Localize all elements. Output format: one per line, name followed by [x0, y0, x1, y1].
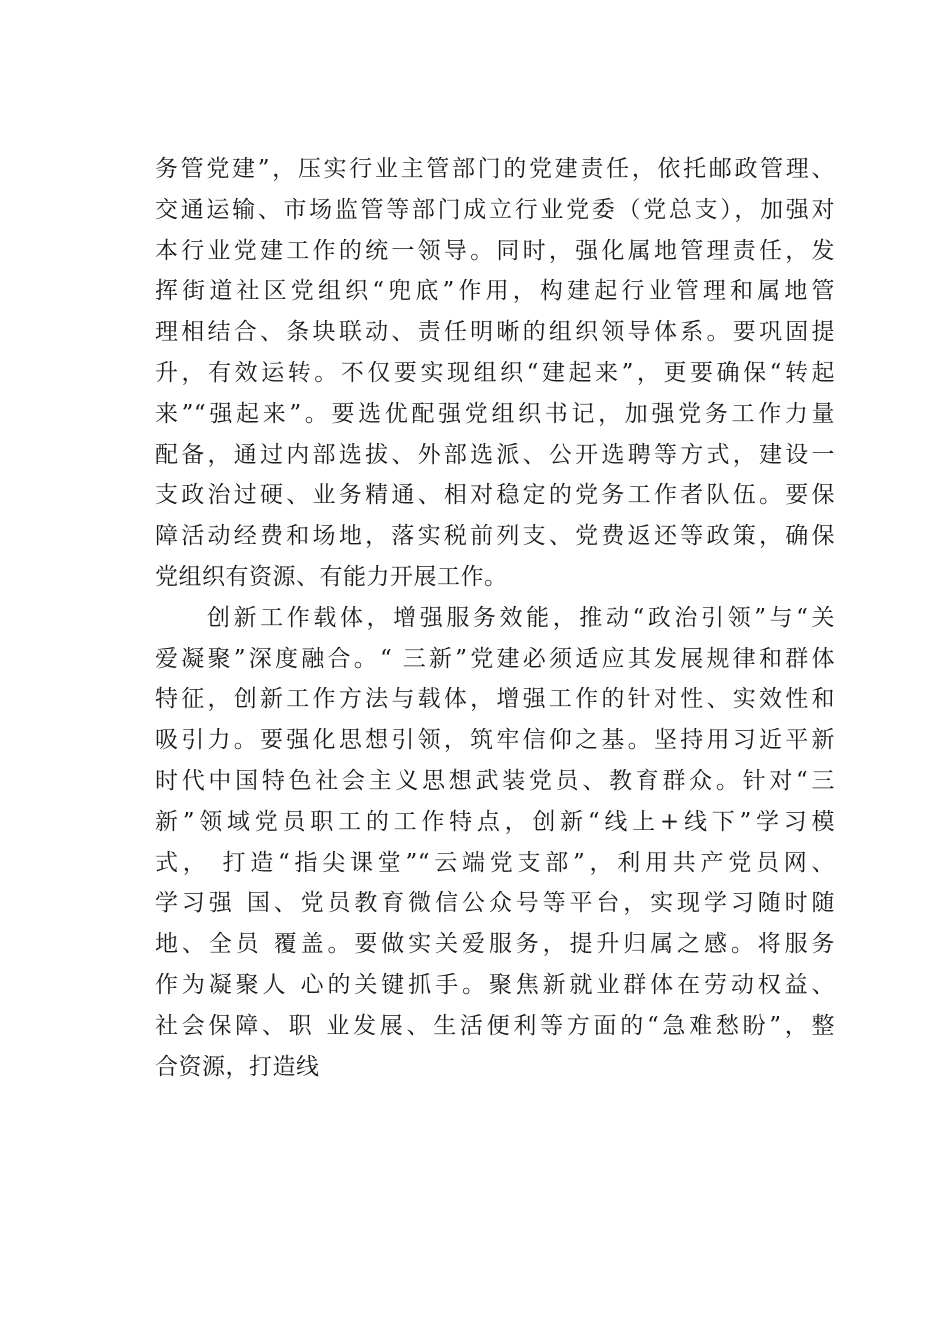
- text-line: 作为凝聚人 心的关键抓手。聚焦新就业群体在劳动权益、: [155, 971, 835, 998]
- text-line: 党组织有资源、有能力开展工作。: [155, 563, 508, 590]
- text-line: 特征，创新工作方法与载体，增强工作的针对性、实效性和: [155, 686, 835, 713]
- text-line: 理相结合、条块联动、责任明晰的组织领导体系。要巩固提: [155, 319, 835, 346]
- text-line: 新”领域党员职工的工作特点，创新“线上+线下”学习模: [155, 808, 835, 835]
- text-line: 本行业党建工作的统一领导。同时，强化属地管理责任，发: [155, 237, 835, 264]
- text-line: 式， 打造“指尖课堂”“云端党支部”，利用共产党员网、: [155, 849, 835, 876]
- paragraph-2: [155, 598, 835, 1088]
- text-line: 支政治过硬、业务精通、相对稳定的党务工作者队伍。要保: [155, 482, 835, 509]
- text-line: 障活动经费和场地，落实税前列支、党费返还等政策，确保: [155, 523, 835, 550]
- text-line: 升，有效运转。不仅要实现组织“建起来”，更要确保“转起: [155, 359, 835, 386]
- text-line: 创新工作载体，增强服务效能，推动“政治引领”与“关: [207, 604, 835, 631]
- text-line: 务管党建”，压实行业主管部门的党建责任，依托邮政管理、: [155, 156, 835, 182]
- body-text: [155, 149, 835, 1087]
- text-line: 合资源，打造线: [155, 1053, 320, 1080]
- text-line: 爱凝聚”深度融合。“ 三新”党建必须适应其发展规律和群体: [155, 645, 835, 672]
- text-line: 交通运输、市场监管等部门成立行业党委（党总支），加强对: [155, 196, 835, 223]
- paragraph-1: [155, 149, 835, 598]
- text-line: 吸引力。要强化思想引领，筑牢信仰之基。坚持用习近平新: [155, 727, 835, 754]
- text-line: 时代中国特色社会主义思想武装党员、教育群众。针对“三: [155, 767, 835, 794]
- text-line: 来”“强起来”。要选优配强党组织书记，加强党务工作力量: [155, 400, 835, 427]
- text-line: 社会保障、职 业发展、生活便利等方面的“急难愁盼”，整: [155, 1012, 835, 1039]
- text-line: 地、全员 覆盖。要做实关爱服务，提升归属之感。将服务: [155, 931, 835, 958]
- text-line: 挥街道社区党组织“兜底”作用，构建起行业管理和属地管: [155, 278, 835, 305]
- text-line: 学习强 国、党员教育微信公众号等平台，实现学习随时随: [155, 890, 835, 917]
- text-line: 配备，通过内部选拔、外部选派、公开选聘等方式，建设一: [155, 441, 835, 468]
